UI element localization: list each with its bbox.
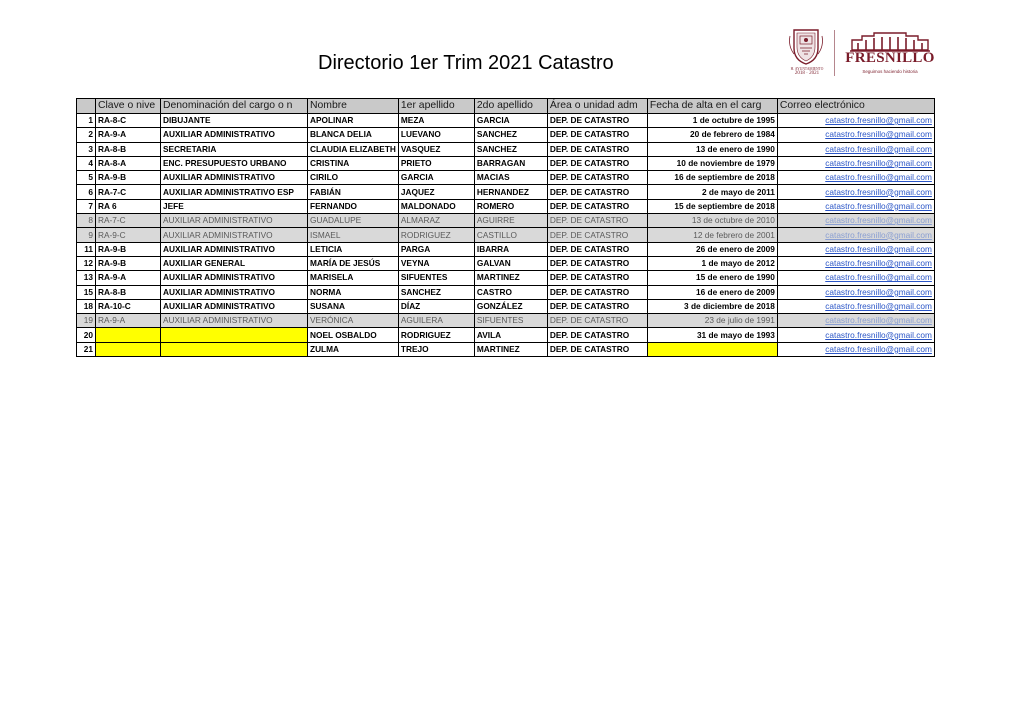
cargo-cell: AUXILIAR ADMINISTRATIVO bbox=[161, 228, 308, 242]
table-row bbox=[77, 328, 935, 342]
row-number: 8 bbox=[77, 214, 96, 228]
email-link[interactable]: catastro.fresnillo@gmail.com bbox=[825, 158, 932, 169]
area-cell: DEP. DE CATASTRO bbox=[547, 214, 647, 228]
apellido2-cell: GARCIA bbox=[474, 114, 547, 128]
apellido1-cell: GARCIA bbox=[398, 171, 474, 185]
cargo-cell: AUXILIAR ADMINISTRATIVO bbox=[161, 214, 308, 228]
fecha-cell: 3 de diciembre de 2018 bbox=[647, 299, 777, 313]
nombre-cell: LETICIA bbox=[308, 242, 399, 256]
correo-cell bbox=[777, 285, 934, 299]
area-cell: DEP. DE CATASTRO bbox=[547, 328, 647, 342]
column-header: 2do apellido bbox=[474, 99, 547, 114]
nombre-cell: VERÓNICA bbox=[308, 314, 399, 328]
email-link[interactable]: catastro.fresnillo@gmail.com bbox=[825, 129, 932, 140]
fecha-cell: 16 de enero de 2009 bbox=[647, 285, 777, 299]
clave-cell: RA-9-B bbox=[96, 171, 161, 185]
email-link[interactable]: catastro.fresnillo@gmail.com bbox=[825, 229, 932, 240]
table-body bbox=[77, 114, 935, 357]
column-header: Área o unidad adm bbox=[547, 99, 647, 114]
correo-cell bbox=[777, 128, 934, 142]
fecha-cell: 1 de octubre de 1995 bbox=[647, 114, 777, 128]
table-row bbox=[77, 271, 935, 285]
row-number: 15 bbox=[77, 285, 96, 299]
nombre-cell: ZULMA bbox=[308, 342, 399, 356]
correo-cell bbox=[777, 256, 934, 270]
nombre-cell: MARÍA DE JESÚS bbox=[308, 256, 399, 270]
fecha-cell: 2 de mayo de 2011 bbox=[647, 185, 777, 199]
email-link[interactable]: catastro.fresnillo@gmail.com bbox=[825, 200, 932, 211]
apellido2-cell: SANCHEZ bbox=[474, 128, 547, 142]
email-link[interactable]: catastro.fresnillo@gmail.com bbox=[825, 243, 932, 254]
correo-cell bbox=[777, 171, 934, 185]
cargo-cell: AUXILIAR ADMINISTRATIVO ESP bbox=[161, 185, 308, 199]
table-row bbox=[77, 185, 935, 199]
cargo-cell: SECRETARIA bbox=[161, 142, 308, 156]
correo-cell bbox=[777, 328, 934, 342]
row-number: 3 bbox=[77, 142, 96, 156]
row-number: 7 bbox=[77, 199, 96, 213]
apellido1-cell: MALDONADO bbox=[398, 199, 474, 213]
apellido1-cell: RODRIGUEZ bbox=[398, 228, 474, 242]
clave-cell: RA-9-B bbox=[96, 256, 161, 270]
area-cell: DEP. DE CATASTRO bbox=[547, 156, 647, 170]
clave-cell: RA-9-A bbox=[96, 128, 161, 142]
apellido1-cell: SIFUENTES bbox=[398, 271, 474, 285]
table-row bbox=[77, 342, 935, 356]
correo-cell bbox=[777, 271, 934, 285]
apellido2-cell: SIFUENTES bbox=[474, 314, 547, 328]
fecha-cell: 12 de febrero de 2001 bbox=[647, 228, 777, 242]
table-row bbox=[77, 299, 935, 313]
email-link[interactable]: catastro.fresnillo@gmail.com bbox=[825, 272, 932, 283]
table-row bbox=[77, 156, 935, 170]
area-cell: DEP. DE CATASTRO bbox=[547, 114, 647, 128]
clave-cell bbox=[96, 342, 161, 356]
cargo-cell bbox=[161, 328, 308, 342]
email-link[interactable]: catastro.fresnillo@gmail.com bbox=[825, 172, 932, 183]
table-row bbox=[77, 228, 935, 242]
clave-cell: RA-8-C bbox=[96, 114, 161, 128]
column-header: 1er apellido bbox=[398, 99, 474, 114]
cargo-cell: AUXILIAR ADMINISTRATIVO bbox=[161, 128, 308, 142]
nombre-cell: BLANCA DELIA bbox=[308, 128, 399, 142]
correo-cell bbox=[777, 142, 934, 156]
fecha-cell: 13 de enero de 1990 bbox=[647, 142, 777, 156]
nombre-cell: SUSANA bbox=[308, 299, 399, 313]
correo-cell bbox=[777, 156, 934, 170]
fecha-cell: 20 de febrero de 1984 bbox=[647, 128, 777, 142]
correo-cell bbox=[777, 214, 934, 228]
row-number: 12 bbox=[77, 256, 96, 270]
area-cell: DEP. DE CATASTRO bbox=[547, 128, 647, 142]
row-number: 2 bbox=[77, 128, 96, 142]
clave-cell: RA-9-B bbox=[96, 242, 161, 256]
seal-caption: H. AYUNTAMIENTO bbox=[790, 67, 824, 71]
nombre-cell: NOEL OSBALDO bbox=[308, 328, 399, 342]
area-cell: DEP. DE CATASTRO bbox=[547, 285, 647, 299]
apellido2-cell: GALVAN bbox=[474, 256, 547, 270]
correo-cell bbox=[777, 242, 934, 256]
clave-cell: RA-8-B bbox=[96, 142, 161, 156]
nombre-cell: CLAUDIA ELIZABETH bbox=[308, 142, 399, 156]
cargo-cell: AUXILIAR ADMINISTRATIVO bbox=[161, 285, 308, 299]
apellido1-cell: SANCHEZ bbox=[398, 285, 474, 299]
fecha-cell: 15 de enero de 1990 bbox=[647, 271, 777, 285]
area-cell: DEP. DE CATASTRO bbox=[547, 314, 647, 328]
clave-cell: RA 6 bbox=[96, 199, 161, 213]
area-cell: DEP. DE CATASTRO bbox=[547, 342, 647, 356]
apellido2-cell: MARTINEZ bbox=[474, 342, 547, 356]
area-cell: DEP. DE CATASTRO bbox=[547, 199, 647, 213]
directory-table bbox=[76, 98, 935, 357]
nombre-cell: CRISTINA bbox=[308, 156, 399, 170]
column-header: Denominación del cargo o n bbox=[161, 99, 308, 114]
header-row bbox=[77, 99, 935, 114]
correo-cell bbox=[777, 199, 934, 213]
cargo-cell: AUXILIAR ADMINISTRATIVO bbox=[161, 271, 308, 285]
nombre-cell: MARISELA bbox=[308, 271, 399, 285]
apellido2-cell: CASTILLO bbox=[474, 228, 547, 242]
nombre-cell: ISMAEL bbox=[308, 228, 399, 242]
table-row bbox=[77, 285, 935, 299]
area-cell: DEP. DE CATASTRO bbox=[547, 142, 647, 156]
apellido1-cell: LUEVANO bbox=[398, 128, 474, 142]
clave-cell: RA-8-A bbox=[96, 156, 161, 170]
email-link[interactable]: catastro.fresnillo@gmail.com bbox=[825, 186, 932, 197]
correo-cell bbox=[777, 342, 934, 356]
cargo-cell: JEFE bbox=[161, 199, 308, 213]
page-title: Directorio 1er Trim 2021 Catastro bbox=[318, 52, 614, 74]
email-link[interactable]: catastro.fresnillo@gmail.com bbox=[825, 343, 932, 354]
column-header: Clave o nive bbox=[96, 99, 161, 114]
clave-cell: RA-9-A bbox=[96, 314, 161, 328]
apellido1-cell: AGUILERA bbox=[398, 314, 474, 328]
apellido2-cell: CASTRO bbox=[474, 285, 547, 299]
cargo-cell: AUXILIAR ADMINISTRATIVO bbox=[161, 299, 308, 313]
row-number: 18 bbox=[77, 299, 96, 313]
fecha-cell: 23 de julio de 1991 bbox=[647, 314, 777, 328]
apellido1-cell: PARGA bbox=[398, 242, 474, 256]
row-number: 11 bbox=[77, 242, 96, 256]
cargo-cell: AUXILIAR ADMINISTRATIVO bbox=[161, 171, 308, 185]
email-link[interactable]: catastro.fresnillo@gmail.com bbox=[825, 143, 932, 154]
apellido1-cell: JAQUEZ bbox=[398, 185, 474, 199]
area-cell: DEP. DE CATASTRO bbox=[547, 242, 647, 256]
table-row bbox=[77, 256, 935, 270]
apellido1-cell: VEYNA bbox=[398, 256, 474, 270]
table-row bbox=[77, 128, 935, 142]
correo-cell bbox=[777, 228, 934, 242]
email-link[interactable]: catastro.fresnillo@gmail.com bbox=[825, 315, 932, 326]
apellido2-cell: SANCHEZ bbox=[474, 142, 547, 156]
nombre-cell: GUADALUPE bbox=[308, 214, 399, 228]
fecha-cell: 10 de noviembre de 1979 bbox=[647, 156, 777, 170]
apellido2-cell: BARRAGAN bbox=[474, 156, 547, 170]
table-row bbox=[77, 314, 935, 328]
fecha-cell: 26 de enero de 2009 bbox=[647, 242, 777, 256]
apellido1-cell: VASQUEZ bbox=[398, 142, 474, 156]
area-cell: DEP. DE CATASTRO bbox=[547, 185, 647, 199]
brand-slogan: Seguimos haciendo historia bbox=[862, 69, 918, 74]
clave-cell: RA-8-B bbox=[96, 285, 161, 299]
fecha-cell: 1 de mayo de 2012 bbox=[647, 256, 777, 270]
municipal-seal-icon bbox=[786, 26, 826, 66]
email-link[interactable]: catastro.fresnillo@gmail.com bbox=[825, 215, 932, 226]
apellido2-cell: HERNANDEZ bbox=[474, 185, 547, 199]
apellido1-cell: PRIETO bbox=[398, 156, 474, 170]
apellido1-cell: RODRIGUEZ bbox=[398, 328, 474, 342]
table-row bbox=[77, 114, 935, 128]
correo-cell bbox=[777, 299, 934, 313]
clave-cell bbox=[96, 328, 161, 342]
area-cell: DEP. DE CATASTRO bbox=[547, 228, 647, 242]
apellido1-cell: ALMARAZ bbox=[398, 214, 474, 228]
area-cell: DEP. DE CATASTRO bbox=[547, 299, 647, 313]
fecha-cell: 16 de septiembre de 2018 bbox=[647, 171, 777, 185]
area-cell: DEP. DE CATASTRO bbox=[547, 171, 647, 185]
clave-cell: RA-9-A bbox=[96, 271, 161, 285]
apellido2-cell: IBARRA bbox=[474, 242, 547, 256]
email-link[interactable]: catastro.fresnillo@gmail.com bbox=[825, 301, 932, 311]
cargo-cell: DIBUJANTE bbox=[161, 114, 308, 128]
row-number: 20 bbox=[77, 328, 96, 342]
clave-cell: RA-7-C bbox=[96, 214, 161, 228]
apellido2-cell: AGUIRRE bbox=[474, 214, 547, 228]
cargo-cell: AUXILIAR ADMINISTRATIVO bbox=[161, 242, 308, 256]
clave-cell: RA-10-C bbox=[96, 299, 161, 313]
table-row bbox=[77, 242, 935, 256]
apellido2-cell: AVILA bbox=[474, 328, 547, 342]
fecha-cell: 13 de octubre de 2010 bbox=[647, 214, 777, 228]
table-row bbox=[77, 214, 935, 228]
row-number: 6 bbox=[77, 185, 96, 199]
fecha-cell: 31 de mayo de 1993 bbox=[647, 328, 777, 342]
column-header: Correo electrónico bbox=[777, 99, 934, 114]
apellido1-cell: MEZA bbox=[398, 114, 474, 128]
seal-years: 2018 · 2021 bbox=[794, 71, 820, 76]
column-header: Fecha de alta en el carg bbox=[647, 99, 777, 114]
email-link[interactable]: catastro.fresnillo@gmail.com bbox=[825, 286, 932, 297]
fecha-cell bbox=[647, 342, 777, 356]
column-header: Nombre bbox=[308, 99, 399, 114]
cargo-cell: AUXILIAR GENERAL bbox=[161, 256, 308, 270]
building-icon bbox=[848, 30, 932, 52]
nombre-cell: CIRILO bbox=[308, 171, 399, 185]
nombre-cell: FABIÁN bbox=[308, 185, 399, 199]
row-number: 9 bbox=[77, 228, 96, 242]
row-number: 4 bbox=[77, 156, 96, 170]
brand-name: FRESNILLO bbox=[845, 50, 935, 66]
cargo-cell: AUXILIAR ADMINISTRATIVO bbox=[161, 314, 308, 328]
apellido2-cell: ROMERO bbox=[474, 199, 547, 213]
column-header bbox=[77, 99, 96, 114]
apellido2-cell: MARTINEZ bbox=[474, 271, 547, 285]
row-number: 19 bbox=[77, 314, 96, 328]
row-number: 5 bbox=[77, 171, 96, 185]
apellido1-cell: TREJO bbox=[398, 342, 474, 356]
correo-cell bbox=[777, 114, 934, 128]
row-number: 21 bbox=[77, 342, 96, 356]
table-row bbox=[77, 171, 935, 185]
header-logos bbox=[782, 26, 942, 80]
fecha-cell: 15 de septiembre de 2018 bbox=[647, 199, 777, 213]
cargo-cell: ENC. PRESUPUESTO URBANO bbox=[161, 156, 308, 170]
email-link[interactable]: catastro.fresnillo@gmail.com bbox=[825, 258, 932, 269]
clave-cell: RA-9-C bbox=[96, 228, 161, 242]
correo-cell bbox=[777, 185, 934, 199]
apellido1-cell: DÍAZ bbox=[398, 299, 474, 313]
nombre-cell: APOLINAR bbox=[308, 114, 399, 128]
clave-cell: RA-7-C bbox=[96, 185, 161, 199]
email-link[interactable]: catastro.fresnillo@gmail.com bbox=[825, 329, 932, 340]
table-row bbox=[77, 142, 935, 156]
row-number: 13 bbox=[77, 271, 96, 285]
nombre-cell: NORMA bbox=[308, 285, 399, 299]
apellido2-cell: GONZÁLEZ bbox=[474, 299, 547, 313]
table-row bbox=[77, 199, 935, 213]
nombre-cell: FERNANDO bbox=[308, 199, 399, 213]
area-cell: DEP. DE CATASTRO bbox=[547, 256, 647, 270]
cargo-cell bbox=[161, 342, 308, 356]
correo-cell bbox=[777, 314, 934, 328]
row-number: 1 bbox=[77, 114, 96, 128]
email-link[interactable]: catastro.fresnillo@gmail.com bbox=[825, 115, 932, 126]
area-cell: DEP. DE CATASTRO bbox=[547, 271, 647, 285]
apellido2-cell: MACIAS bbox=[474, 171, 547, 185]
logo-divider bbox=[834, 30, 835, 76]
